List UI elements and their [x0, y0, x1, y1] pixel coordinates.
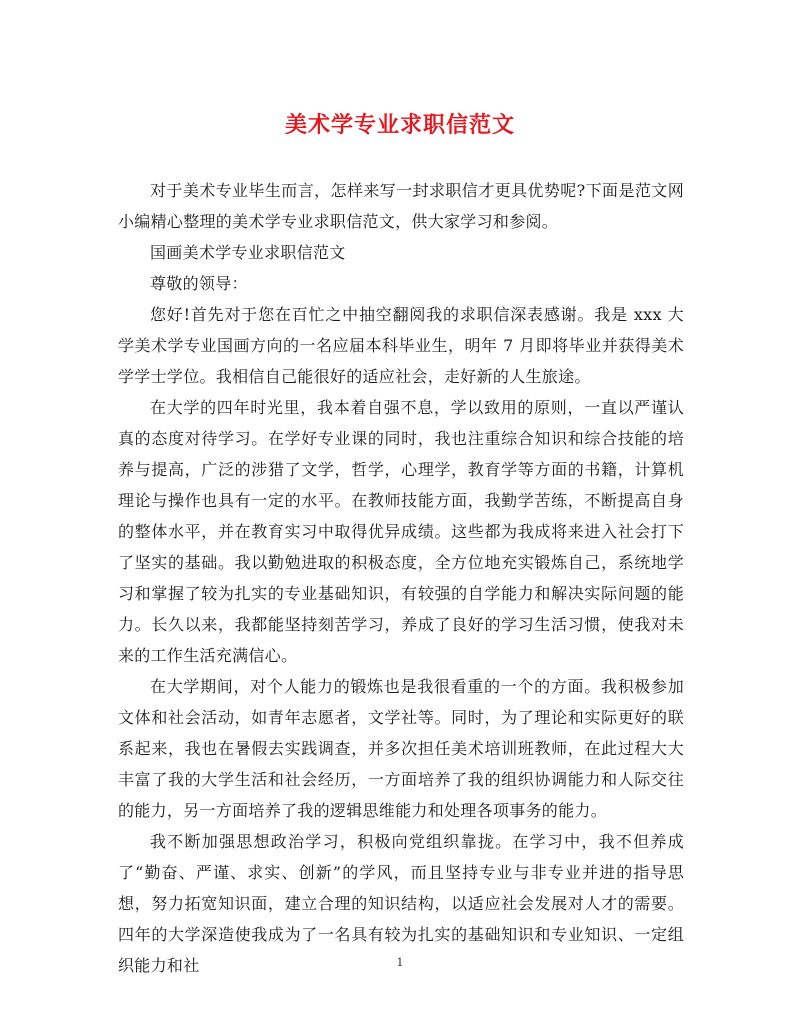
paragraph-politics: 我不断加强思想政治学习，积极向党组织靠拢。在学习中，我不但养成了“勤奋、严谨、求实、创新”的学风，而且坚持专业与非专业并进的指导思想，努力拓宽知识面，建立合理的知识结构，以适应社会发展对人才的需要。四年的大学深造使我成为了一名具有较为扎实的基础知识和专业知识、一定组织能力和社 — [118, 832, 684, 975]
document-body — [118, 175, 684, 981]
paragraph-subtitle: 国画美术学专业求职信范文 — [150, 243, 346, 262]
document-title: 美术学专业求职信范文 — [284, 112, 515, 138]
paragraph-study: 在大学的四年时光里，我本着自强不息，学以致用的原则，一直以严谨认真的态度对待学习。在学好专业课的同时，我也注重综合知识和综合技能的培养与提高，广泛的涉猎了文学，哲学，心理学，教育学等方面的书籍，计算机理论与操作也具有一定的水平。在教师技能方面，我勤学苦练，不断提高自身的整体水平，并在教育实习中取得优异成绩。这些都为我成将来进入社会打下了坚实的基础。我以勤勉进取的积极态度，全方位地充实锻炼自己，系统地学习和掌握了较为扎实的专业基础知识，有较强的自学能力和解决实际问题的能力。长久以来，我都能坚持刻苦学习，养成了良好的学习生活习惯，使我对未来的工作生活充满信心。 — [118, 398, 684, 665]
paragraph-greeting: 您好!首先对于您在百忙之中抽空翻阅我的求职信深表感谢。我是 xxx 大学美术学专业国画方向的一名应届本科毕业生，明年 7 月即将毕业并获得美术学学士学位。我相信自己能很好的适应社会，走好新的人生旅途。 — [118, 305, 684, 386]
paragraph-intro: 对于美术专业毕生而言，怎样来写一封求职信才更具优势呢?下面是范文网小编精心整理的美术学专业求职信范文，供大家学习和参阅。 — [118, 181, 684, 231]
page-number: 1 — [396, 956, 404, 969]
paragraph-salutation: 尊敬的领导： — [150, 274, 248, 293]
paragraph-activities: 在大学期间，对个人能力的锻炼也是我很看重的一个的方面。我积极参加文体和社会活动，如青年志愿者，文学社等。同时，为了理论和实际更好的联系起来，我也在暑假去实践调查，并多次担任美术培训班教师，在此过程大大丰富了我的大学生活和社会经历，一方面培养了我的组织协调能力和人际交往的能力，另一方面培养了我的逻辑思维能力和处理各项事务的能力。 — [118, 677, 684, 820]
